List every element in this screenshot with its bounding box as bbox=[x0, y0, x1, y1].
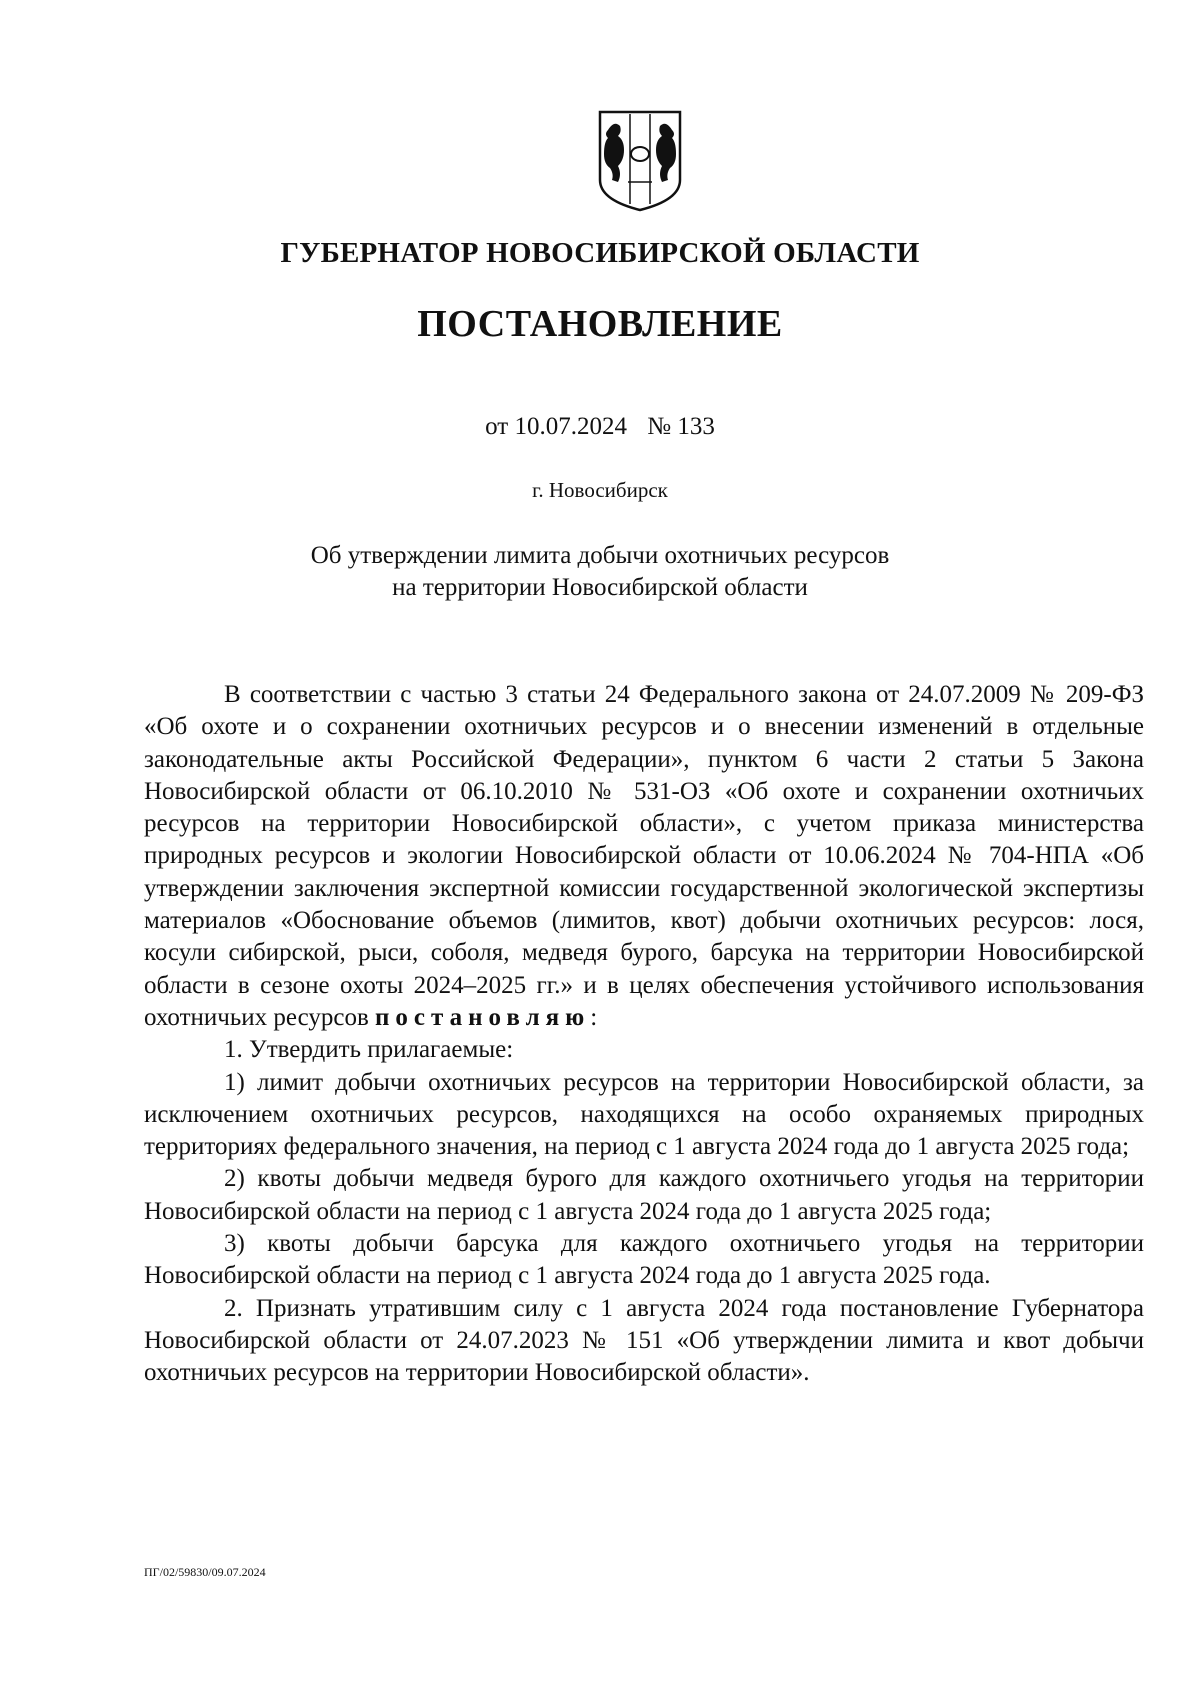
date-number-line bbox=[0, 413, 1200, 441]
preamble-paragraph bbox=[144, 679, 1144, 1034]
document-type-title: ПОСТАНОВЛЕНИЕ bbox=[417, 303, 783, 345]
issuing-authority: ГУБЕРНАТОР НОВОСИБИРСКОЙ ОБЛАСТИ bbox=[280, 237, 920, 269]
decree-word: постановляю bbox=[375, 1003, 591, 1031]
city-of-issue: г. Новосибирск bbox=[532, 478, 668, 502]
decree-colon: : bbox=[590, 1003, 598, 1031]
date-prefix: от bbox=[485, 413, 509, 440]
document-subject bbox=[0, 540, 1200, 604]
item-2: 2. Признать утратившим силу с 1 августа 2024 года постановление Губернатора Новосибирской области от 24.07.2023 № 151 «Об утверждении лимита и квот добычи охотничьих ресурсов на территории Новосибирской области». bbox=[144, 1294, 1144, 1387]
item-1: 1. Утвердить прилагаемые: bbox=[224, 1036, 514, 1064]
document-body bbox=[144, 679, 1144, 1390]
item-1-1: 1) лимит добычи охотничьих ресурсов на территории Новосибирской области, за исключением охотничьих ресурсов, находящихся на особо охраняемых природных территориях федерального значения, на период с 1 августа 2024 года до 1 августа 2025 года; bbox=[144, 1068, 1144, 1161]
document-number: 133 bbox=[677, 413, 715, 440]
coat-of-arms-icon bbox=[598, 110, 682, 212]
number-sign: № bbox=[647, 413, 672, 440]
registration-code: ПГ/02/59830/09.07.2024 bbox=[144, 1565, 266, 1579]
item-1-3: 3) квоты добычи барсука для каждого охотничьего угодья на территории Новосибирской области на период с 1 августа 2024 года до 1 августа 2025 года. bbox=[144, 1230, 1144, 1290]
document-date: 10.07.2024 bbox=[514, 413, 627, 440]
subject-line-1: Об утверждении лимита добычи охотничьих ресурсов bbox=[310, 542, 890, 569]
preamble-text: В соответствии с частью 3 статьи 24 Федерального закона от 24.07.2009 № 209-ФЗ «Об охоте и о сохранении охотничьих ресурсов и о внесении изменений в отдельные законодательные акты Российской Федерации», пунктом 6 части 2 статьи 5 Закона Новосибирской области от 06.10.2010 № 531-ОЗ «Об охоте и сохранении охотничьих ресурсов на территории Новосибирской области», с учетом приказа министерства природных ресурсов и экологии Новосибирской области от 10.06.2024 № 704-НПА «Об утверждении заключения экспертной комиссии государственной экологической экспертизы материалов «Обоснование объемов (лимитов, квот) добычи охотничьих ресурсов: лося, косули сибирской, рыси, соболя, медведя бурого, барсука на территории Новосибирской области в сезоне охоты 2024–2025 гг.» и в целях обеспечения устойчивого использования охотничьих ресурсов bbox=[144, 681, 1144, 1031]
subject-line-2: на территории Новосибирской области bbox=[392, 574, 808, 601]
item-1-2: 2) квоты добычи медведя бурого для каждого охотничьего угодья на территории Новосибирской области на период с 1 августа 2024 года до 1 августа 2025 года; bbox=[144, 1165, 1144, 1225]
